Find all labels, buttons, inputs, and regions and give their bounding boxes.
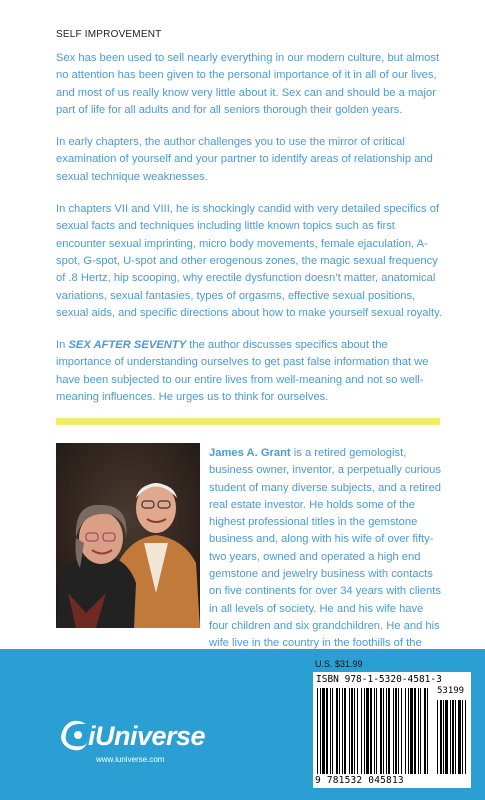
barcode-digits: 9 781532 045813 [315,775,404,786]
paragraph-1: Sex has been used to sell nearly everything in our modern culture, but almost no attention has been given to the personal importance of it in all of our lives, and most of us really know very little about it. Sex can and should be a major part of life for all adults and for all seniors thorough their golden years. [56,52,440,116]
publisher-url: www.iuniverse.com [96,755,165,764]
paragraph-3: In chapters VII and VIII, he is shockingly candid with very detailed specifics of sexual facts and techniques including little known topics such as first encounter sexual imprinting, micro body movements, female ejaculation, A-spot, G-spot, U-spot and other erogenous zones, the magic sexual frequency of .8 Hertz, hip scooping, why erectile dysfunction doesn’t matter, anatomical variations, sexual fantasies, types of orgasms, effective sexual positions, sexual aids, and specific directions about how to make yourself sexual royalty. [56,203,442,319]
description [56,50,444,421]
paragraph-4 [56,337,444,406]
paragraph-4-rest: the author discusses specifics about the importance of understanding ourselves to get past false information that we have been subjected to our entire lives from well-meaning and not so well-meaning influences. He urges us to think for ourselves. [56,339,429,404]
author-name: James A. Grant [209,447,291,459]
author-bio-text: is a retired gemologist, business owner, inventor, a perpetually curious student of many diverse subjects, and a retired real estate investor. He holds some of the highest professional titles in the gemstone business and, along with his wife of over fifty-two years, owned and operated a high end gemstone and jewelry business with contacts on five continents for over 34 years with clients in all levels of society. He and his wife have four children and six grandchildren. He and his wife live in the country in the foothills of the [209,447,441,650]
iuniverse-swirl-icon [58,718,90,752]
paragraph-2: In early chapters, the author challenges you to use the mirror of critical examination of yourself and your partner to identify areas of relationship and sexual technique weaknesses. [56,136,433,183]
author-bio [209,445,445,670]
author-photo [56,443,200,628]
price-code: 53199 [437,686,465,696]
paragraph-4-lead: In [56,339,69,352]
yellow-divider [56,418,440,425]
isbn: ISBN 978-1-5320-4581-3 [316,674,442,685]
barcode-bars [313,686,471,776]
price: U.S. $31.99 [315,659,363,669]
category-label: SELF IMPROVEMENT [56,29,162,40]
publisher-name: iUniverse [88,721,206,751]
barcode [313,672,471,788]
book-title: SEX AFTER SEVENTY [68,339,187,352]
